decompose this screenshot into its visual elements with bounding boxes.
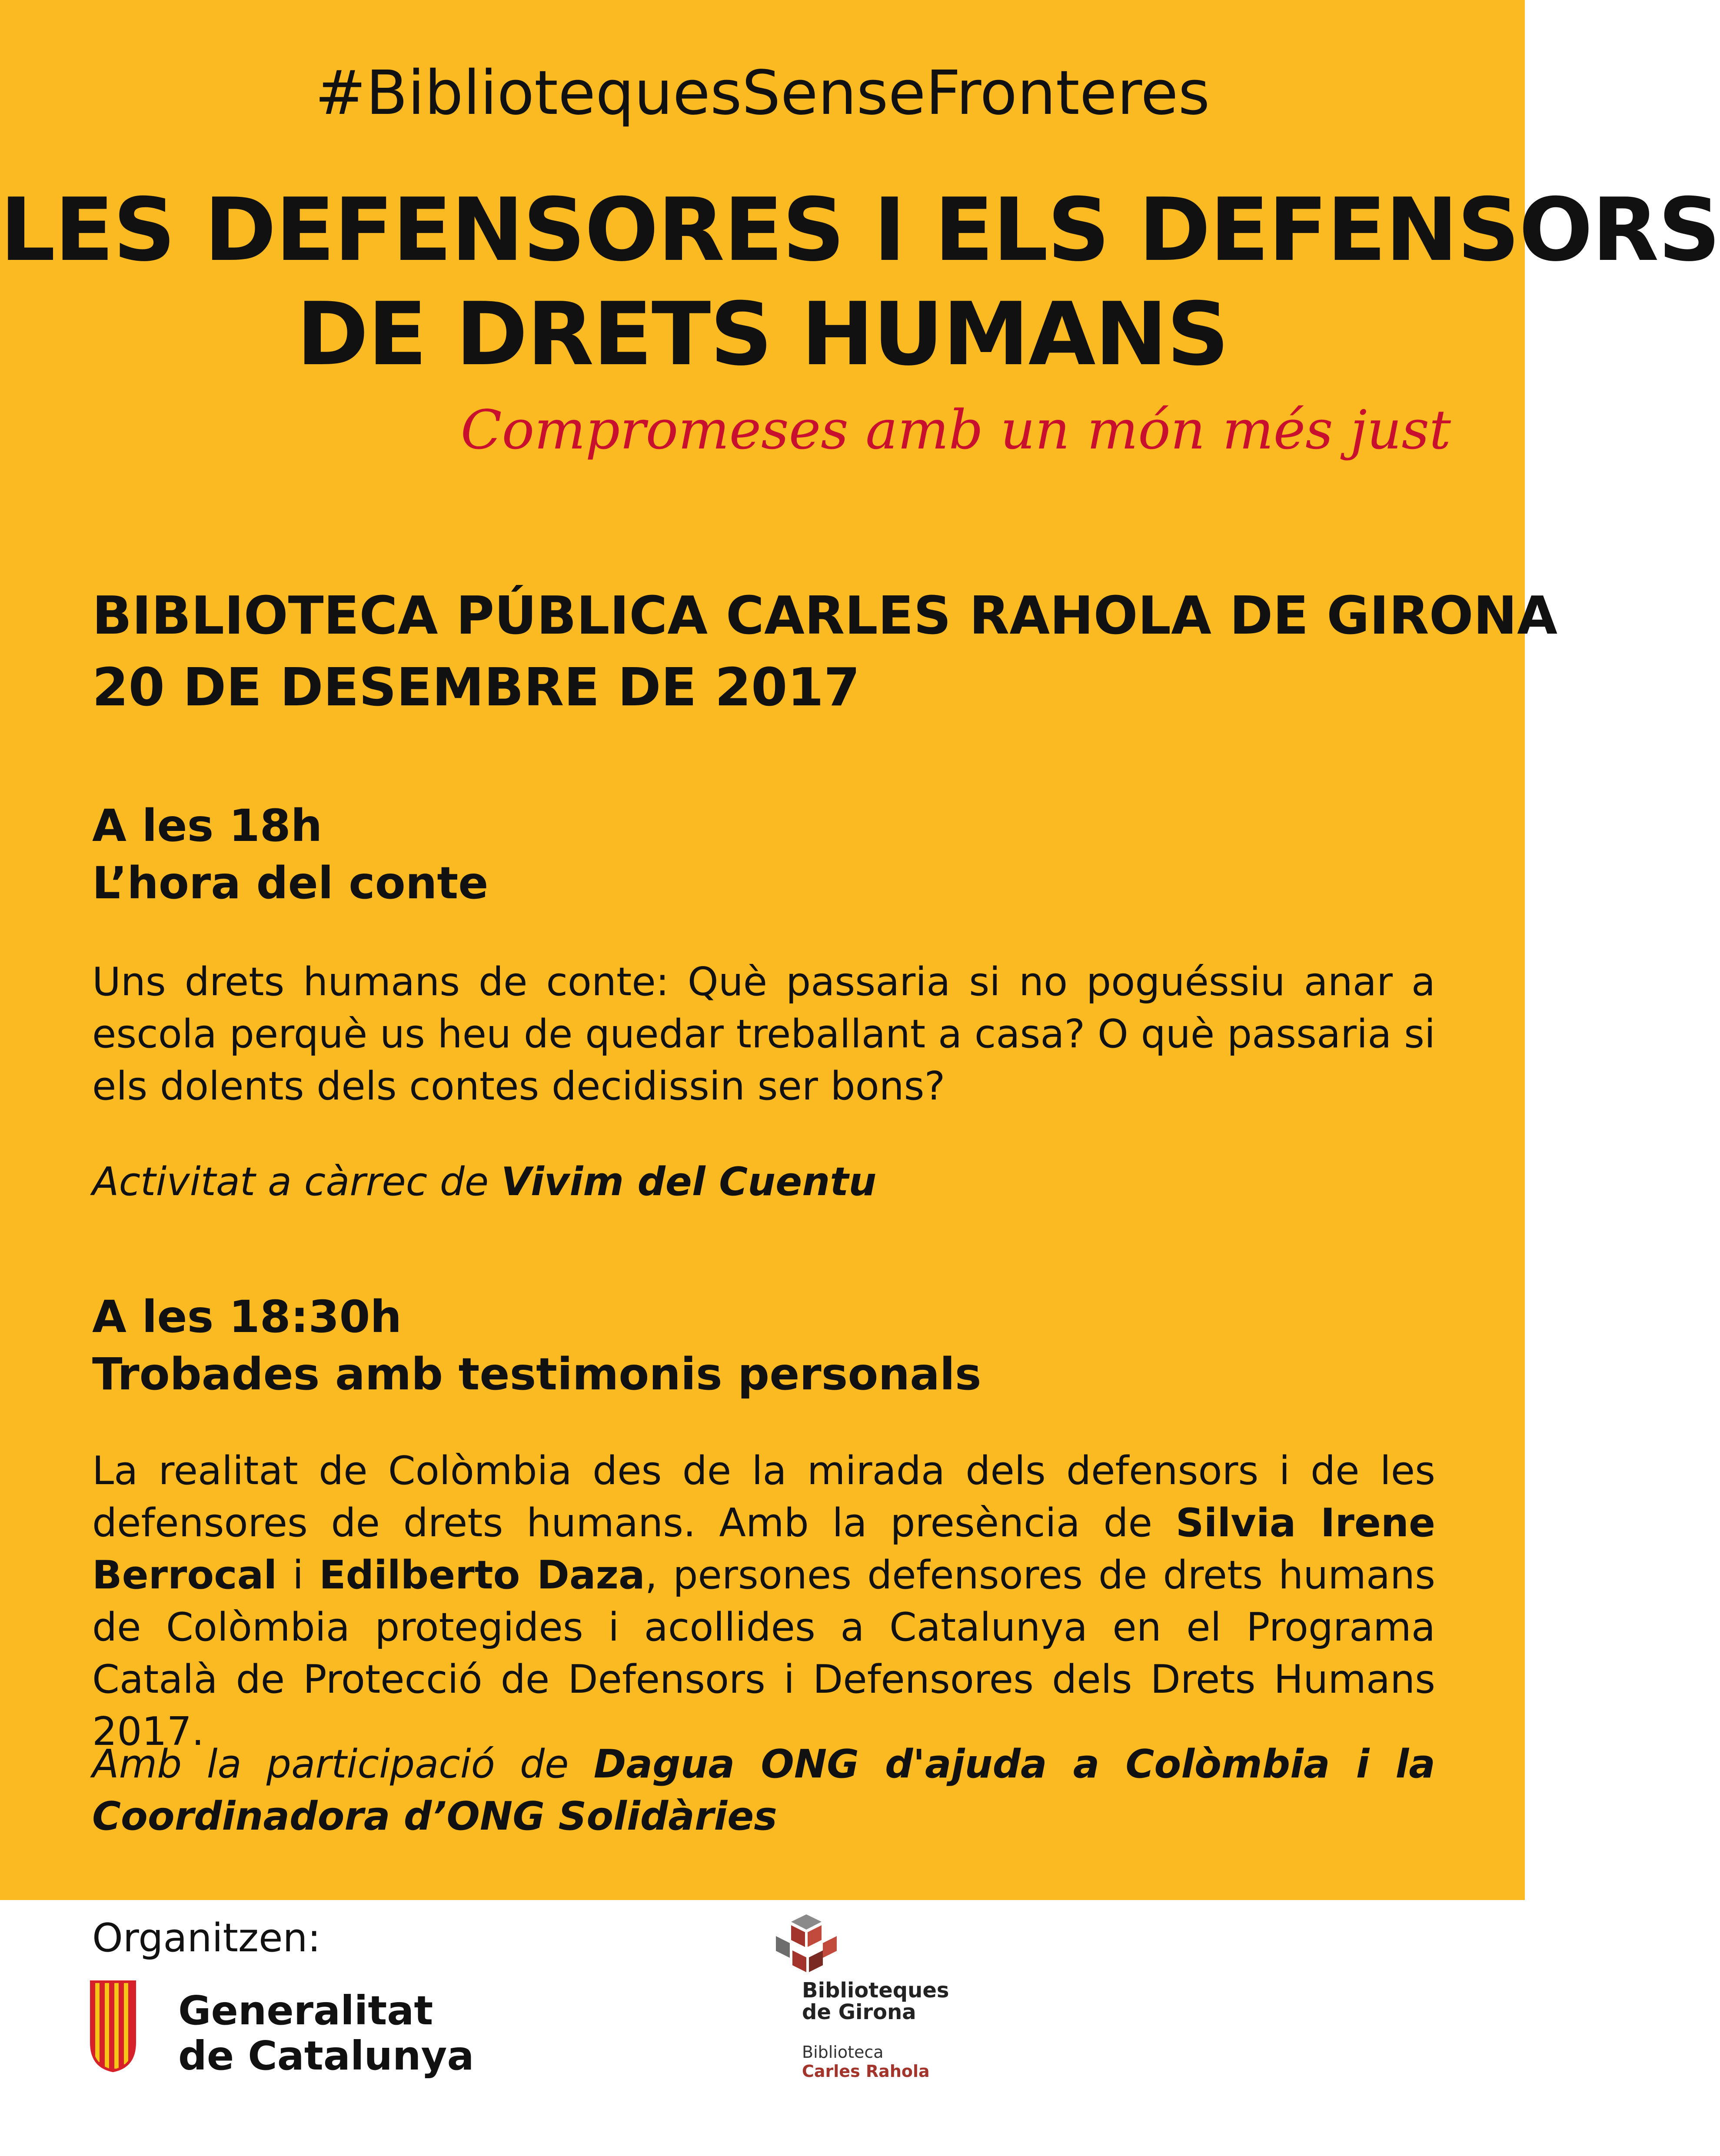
title-line-1: LES DEFENSORES I ELS DEFENSORS [0, 179, 1720, 281]
biblioteca-carles-rahola [802, 2043, 930, 2081]
biblioteques-girona-logo-icon [769, 1912, 843, 1973]
activity-2 [92, 1289, 1435, 1403]
venue-info [92, 580, 1557, 724]
generalitat-name [178, 1988, 474, 2079]
activity-2-time: A les 18:30h [92, 1291, 402, 1343]
activity-1-description-block [92, 956, 1435, 1113]
activity-1 [92, 797, 1435, 912]
biblioteques-girona-name [802, 1980, 949, 2023]
activity-2-credit-name: Dagua ONG d'ajuda a Colòmbia i la Coordinadora d’ONG Solidàries [92, 1741, 1435, 1839]
bib-sub-line-1: Biblioteca [802, 2043, 884, 2062]
speaker-connector: i [277, 1552, 319, 1598]
poster-title [0, 178, 1720, 387]
activity-1-title: L’hora del conte [92, 857, 489, 909]
activity-1-description: Uns drets humans de conte: Què passaria si no poguéssiu anar a escola perquè us heu de quedar treballant a casa? O què passaria si els dolents dels contes decidissin ser bons? [92, 959, 1435, 1109]
tagline: Compromeses amb un món més just [460, 399, 1451, 462]
bib-line-2: de Girona [802, 2000, 916, 2024]
activity-2-description-block [92, 1445, 1435, 1758]
activity-2-credit-prefix: Amb la participació de [92, 1741, 594, 1787]
activity-1-time: A les 18h [92, 800, 323, 852]
activity-1-credit-block [92, 1156, 1435, 1208]
bib-line-1: Biblioteques [802, 1978, 949, 2003]
bib-sub-line-2: Carles Rahola [802, 2062, 930, 2081]
activity-1-credit [92, 1156, 1435, 1208]
activity-2-description-part-1: La realitat de Colòmbia des de la mirada dels defensors i de les defensores de drets humans. Amb la presència de [92, 1448, 1435, 1546]
hashtag: #BibliotequesSenseFronteres [315, 58, 1210, 129]
generalitat-shield-icon [89, 1977, 137, 2073]
activity-1-credit-prefix: Activitat a càrrec de [92, 1159, 501, 1205]
activity-2-credit-block [92, 1738, 1435, 1843]
organizers-label: Organitzen: [92, 1915, 321, 1961]
activity-2-title: Trobades amb testimonis personals [92, 1349, 981, 1400]
title-line-2: DE DRETS HUMANS [296, 284, 1229, 385]
activity-2-credit [92, 1738, 1435, 1843]
event-date: 20 DE DESEMBRE DE 2017 [92, 658, 860, 718]
generalitat-line-1: Generalitat [178, 1987, 433, 2034]
speaker-1: Silvia Irene Berrocal [92, 1500, 1436, 1598]
activity-2-description-part-2: , persones defensores de drets humans de Colòmbia protegides i acollides a Catalunya en el Programa Català de Protecció de Defensors i Defensores dels Drets Humans 2017. [92, 1552, 1435, 1754]
venue-name: BIBLIOTECA PÚBLICA CARLES RAHOLA DE GIRONA [92, 586, 1557, 646]
activity-2-description [92, 1445, 1435, 1758]
activity-1-credit-name: Vivim del Cuentu [501, 1159, 877, 1205]
speaker-2: Edilberto Daza [319, 1552, 645, 1598]
generalitat-line-2: de Catalunya [178, 2033, 474, 2079]
